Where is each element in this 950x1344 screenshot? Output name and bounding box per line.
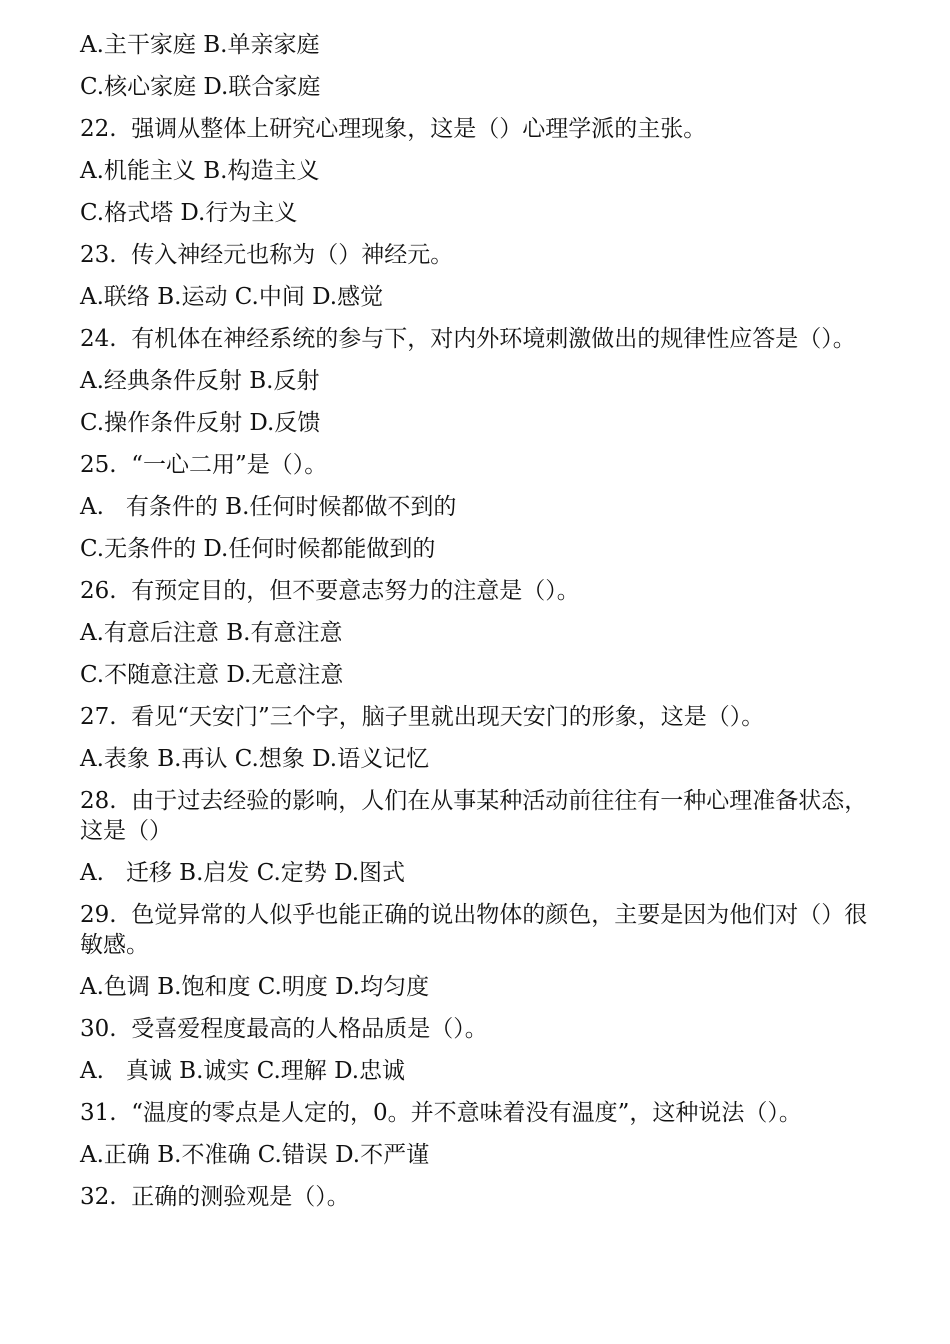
option-line: A. 有条件的 B.任何时候都做不到的 xyxy=(80,494,457,520)
question-29: 29. 色觉异常的人似乎也能正确的说出物体的颜色，主要是因为他们对（）很敏感。 xyxy=(80,902,868,958)
question-23: 23. 传入神经元也称为（）神经元。 xyxy=(80,242,454,268)
option-line: A.机能主义 B.构造主义 xyxy=(80,158,320,184)
option-line: A.有意后注意 B.有意注意 xyxy=(80,620,343,646)
question-25: 25. “一心二用”是（）。 xyxy=(80,452,328,478)
question-26: 26. 有预定目的，但不要意志努力的注意是（）。 xyxy=(80,578,580,604)
option-line: A. 迁移 B.启发 C.定势 D.图式 xyxy=(80,860,406,886)
question-28: 28. 由于过去经验的影响，人们在从事某种活动前往往有一种心理准备状态，这是（） xyxy=(80,788,868,844)
option-line: C.格式塔 D.行为主义 xyxy=(80,200,298,226)
question-32: 32. 正确的测验观是（）。 xyxy=(80,1184,350,1210)
question-31: 31. “温度的零点是人定的，0。并不意味着没有温度”，这种说法（）。 xyxy=(80,1100,802,1126)
option-line: C.核心家庭 D.联合家庭 xyxy=(80,74,321,100)
option-line: C.操作条件反射 D.反馈 xyxy=(80,410,321,436)
document-page xyxy=(80,30,880,1224)
option-line: C.无条件的 D.任何时候都能做到的 xyxy=(80,536,436,562)
option-line: A.联络 B.运动 C.中间 D.感觉 xyxy=(80,284,384,310)
question-24: 24. 有机体在神经系统的参与下，对内外环境刺激做出的规律性应答是（）。 xyxy=(80,326,856,352)
option-line: A.经典条件反射 B.反射 xyxy=(80,368,320,394)
option-line: A.正确 B.不准确 C.错误 D.不严谨 xyxy=(80,1142,430,1168)
question-30: 30. 受喜爱程度最高的人格品质是（）。 xyxy=(80,1016,488,1042)
question-22: 22. 强调从整体上研究心理现象，这是（）心理学派的主张。 xyxy=(80,116,707,142)
option-line: A. 真诚 B.诚实 C.理解 D.忠诚 xyxy=(80,1058,406,1084)
option-line: C.不随意注意 D.无意注意 xyxy=(80,662,344,688)
option-line: A.色调 B.饱和度 C.明度 D.均匀度 xyxy=(80,974,430,1000)
option-line: A.表象 B.再认 C.想象 D.语义记忆 xyxy=(80,746,430,772)
question-27: 27. 看见“天安门”三个字，脑子里就出现天安门的形象，这是（）。 xyxy=(80,704,765,730)
option-line: A.主干家庭 B.单亲家庭 xyxy=(80,32,320,58)
